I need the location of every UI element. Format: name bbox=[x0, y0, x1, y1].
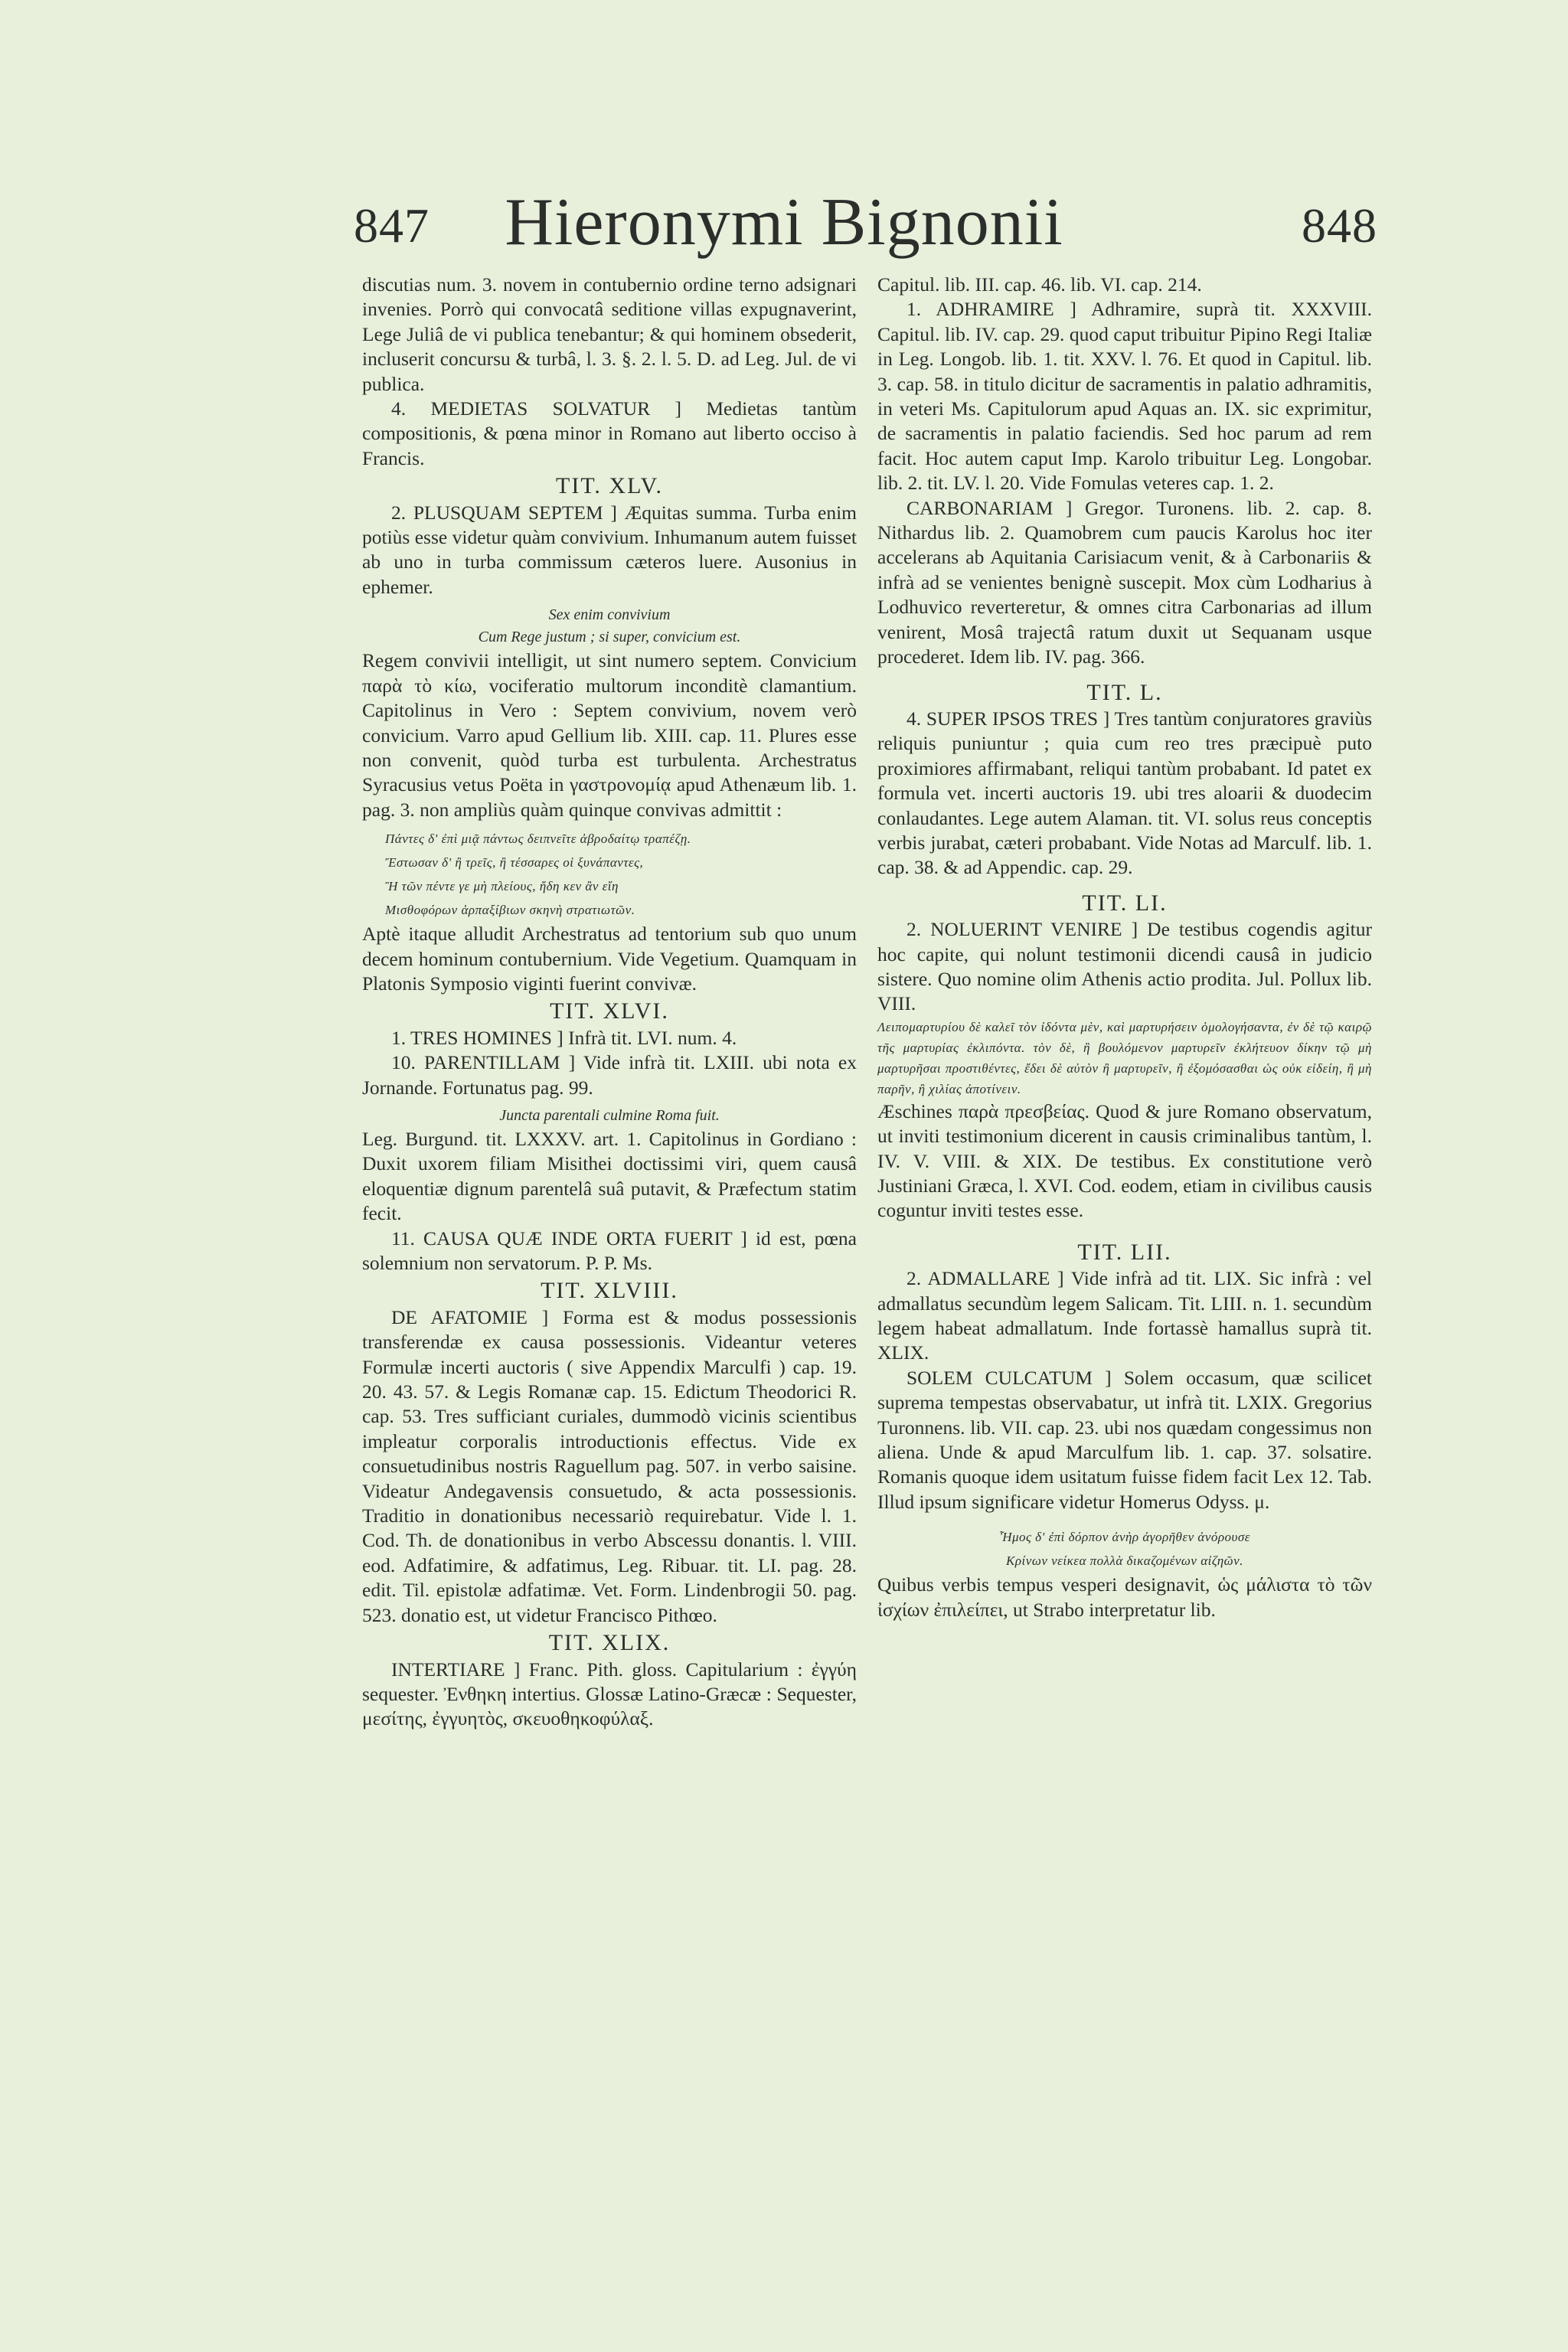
paragraph: 2. ADMALLARE ] Vide infrà ad tit. LIX. Sic infrà : vel admallatus secundùm legem Salicam. Tit. LIII. n. 1. secundùm legem habeat admallatum. Inde fortassè hamallus suprà tit. XLIX. bbox=[877, 1267, 1372, 1364]
paragraph: 4. MEDIETAS SOLVATUR ] Medietas tantùm compositionis, & pœna minor in Romano aut liberto occiso à Francis. bbox=[362, 397, 857, 469]
page-number-right: 848 bbox=[1302, 198, 1377, 253]
paragraph: 4. SUPER IPSOS TRES ] Tres tantùm conjuratores graviùs reliquis puniuntur ; quia cum reo tres præcipuè puto proximiores affirmabant, reliqui tantùm probabant. Id patet ex formula vet. incerti auctoris 19. ubi tres aloarii & duodecim conlaudantes. Lege autem Alaman. tit. VI. solus reus conceptis verbis jurabat, cæteri probabant. Vide Notas ad Marculf. lib. 1. cap. 38. & ad Appendic. cap. 29. bbox=[877, 707, 1372, 879]
paragraph: 2. PLUSQUAM SEPTEM ] Æquitas summa. Turba enim potiùs esse videtur quàm convivium. Inhumanum autem fuisset ab uno in turba commissum cæteros luere. Ausonius in ephemer. bbox=[362, 501, 857, 598]
greek-verse: Ἢ τῶν πέντε γε μὴ πλείους, ἤδη κεν ἂν εἴη bbox=[385, 879, 619, 894]
greek-verse: Μισθοφόρων ἁρπαξίβιων σκηνὴ στρατιωτῶν. bbox=[385, 903, 635, 918]
paragraph: CARBONARIAM ] Gregor. Turonens. lib. 2. cap. 8. Nithardus lib. 2. Quamobrem cum paucis Karolus hoc iter accelerans ab Aquitania Carisiacum venit, & à Carbonariis & infrà ad se venientes benignè suscepit. Mox cùm Lodharius à Lodhuvico reverteretur, & omnes citra Carbonarias ad illum venirent, Mosâ trajectâ ratum duxit ut Sequanam usque procederet. Idem lib. IV. pag. 366. bbox=[877, 496, 1372, 668]
section-heading: TIT. XLIX. bbox=[548, 1630, 671, 1656]
section-heading: TIT. LI. bbox=[1082, 890, 1168, 916]
section-heading: TIT. LII. bbox=[1077, 1239, 1172, 1265]
greek-verse: Ἦμος δ' ἐπὶ δόρπον ἀνὴρ ἀγορῆθεν ἀνόρουσε bbox=[999, 1530, 1250, 1545]
paragraph: DE AFATOMIE ] Forma est & modus possessionis transferendæ ex causa possessionis. Videantur veteres Formulæ incerti auctoris ( sive Appendix Marculfi ) cap. 19. 20. 43. 57. & Legis Romanæ cap. 15. Edictum Theodorici R. cap. 53. Tres sufficiant curiales, dummodò vicinis scientibus impleatur corporalis introductionis effectus. Vide ex consuetudinibus nostris Raguellum pag. 507. in verbo saisine. Videatur Andegavensis consuetudo, & acta possessionis. Traditio in donationibus necessariò requirebatur. Vide l. 1. Cod. Th. de donationibus in verbo Abscessu donantis. l. VIII. eod. Adfatimire, & adfatimus, Leg. Ribuar. tit. LI. pag. 28. edit. Til. epistolæ adfatimæ. Vet. Form. Lindenbrogii 50. pag. 523. donatio est, ut videtur Francisco Pithœo. bbox=[362, 1305, 857, 1626]
verse-line: Cum Rege justum ; si super, convicium est. bbox=[478, 629, 741, 646]
paragraph: SOLEM CULCATUM ] Solem occasum, quæ scilicet suprema tempestas observabatur, ut infrà tit. LXIX. Gregorius Turonnens. lib. VII. cap. 23. ubi nos quædam congessimus non aliena. Unde & apud Marculfum lib. 1. cap. 37. solsatire. Romanis quoque idem usitatum fuisse fidem facit Lex 12. Tab. Illud ipsum significare videtur Homerus Odyss. μ. bbox=[877, 1366, 1372, 1513]
paragraph: 10. PARENTILLAM ] Vide infrà tit. LXIII. ubi nota ex Jornande. Fortunatus pag. 99. bbox=[362, 1051, 857, 1099]
page-header bbox=[0, 184, 1568, 268]
paragraph: 2. NOLUERINT VENIRE ] De testibus cogendis agitur hoc capite, qui nolunt testimonii dicendi causâ in judicio sistere. Quo nomine olim Athenis actio prodita. Jul. Pollux lib. VIII. bbox=[877, 918, 1372, 1015]
right-column bbox=[877, 273, 1372, 1622]
greek-verse: Ἔστωσαν δ' ἢ τρεῖς, ἢ τέσσαρες οἱ ξυνάπαντες, bbox=[385, 855, 644, 871]
paragraph: Æschines παρὰ πρεσβείας. Quod & jure Romano observatum, ut inviti testimonium dicerent in causis criminalibus tantùm, l. IV. V. VIII. & XIX. De testibus. Ex constitutione verò Justiniani Græca, l. XVI. Cod. eodem, etiam in civilibus causis coguntur inviti testes esse. bbox=[877, 1099, 1372, 1222]
paragraph: Capitul. lib. III. cap. 46. lib. VI. cap. 214. bbox=[877, 273, 1202, 296]
paragraph: INTERTIARE ] Franc. Pith. gloss. Capitularium : ἐγγύη sequester. Ἐνθηκη intertius. Glossæ Latino-Græcæ : Sequester, μεσίτης, ἐγγυητὸς, σκευοθηκοφύλαξ. bbox=[362, 1658, 857, 1730]
paragraph: 1. ADHRAMIRE ] Adhramire, suprà tit. XXXVIII. Capitul. lib. IV. cap. 29. quod caput tribuitur Pipino Regi Italiæ in Leg. Longob. lib. 1. tit. XXV. l. 76. Et quod in Capitul. lib. 3. cap. 58. in titulo dicitur de sacramentis in palatio adhramitis, in veteri Ms. Capitulorum apud Aquas an. IX. sic exprimitur, de sacramentis in palatio faciendis. Sed hoc parum ad rem facit. Hoc autem caput Imp. Karolo tribuitur Leg. Longobar. lib. 2. tit. LV. l. 20. Vide Fomulas veteres cap. 1. 2. bbox=[877, 298, 1372, 495]
left-column bbox=[362, 273, 857, 1732]
paragraph: 1. TRES HOMINES ] Infrà tit. LVI. num. 4. bbox=[391, 1026, 737, 1049]
paragraph: 11. CAUSA QUÆ INDE ORTA FUERIT ] id est, pœna solemnium non servatorum. P. P. Ms. bbox=[362, 1227, 857, 1274]
greek-verse: Πάντες δ' ἐπὶ μιᾷ πάντως δειπνεῖτε ἀβροδαίτῳ τραπέζῃ. bbox=[385, 831, 691, 847]
paragraph: discutias num. 3. novem in contubernio ordine terno adsignari invenies. Porrò qui convocatâ seditione villas expugnaverint, Lege Juliâ de vi publica tenebantur; & qui hominem obsederit, incluserit concursu & turbâ, l. 3. §. 2. l. 5. D. ad Leg. Jul. de vi publica. bbox=[362, 273, 857, 395]
paragraph: Leg. Burgund. tit. LXXXV. art. 1. Capitolinus in Gordiano : Duxit uxorem filiam Misithei doctissimi viri, quem causâ eloquentiæ dignum parentelâ suâ putavit, & Præfectum statim fecit. bbox=[362, 1127, 857, 1225]
section-heading: TIT. XLVIII. bbox=[541, 1278, 678, 1304]
verse-line: Juncta parentali culmine Roma fuit. bbox=[499, 1106, 720, 1124]
verse-line: Sex enim convivium bbox=[548, 606, 671, 624]
paragraph: Quibus verbis tempus vesperi designavit, ὡς μάλιστα τὸ τῶν ἰσχίων ἐπιλείπει, ut Strabo interpretatur lib. bbox=[877, 1573, 1372, 1621]
section-heading: TIT. XLVI. bbox=[550, 998, 669, 1024]
page-number-left: 847 bbox=[354, 198, 430, 253]
paragraph: Regem convivii intelligit, ut sint numero septem. Convicium παρὰ τὸ κίω, vociferatio multorum inconditè clamantium. Capitolinus in Vero : Septem convivium, novem verò convicium. Varro apud Gellium lib. XIII. cap. 11. Plures esse non convenit, quòd turba est turbulenta. Archestratus Syracusius vetus Poëta in γαστρονομίᾳ apud Athenæum lib. 1. pag. 3. non ampliùs quàm quinque convivas admittit : bbox=[362, 649, 857, 821]
section-heading: TIT. L. bbox=[1086, 679, 1163, 705]
greek-quotation: Λειπομαρτυρίου δὲ καλεῖ τὸν ἰδόντα μὲν, καὶ μαρτυρήσειν ὁμολογήσαντα, ἐν δὲ τῷ καιρῷ τῆς μαρτυρίας ἐκλιπόντα. τὸν δὲ, ἢ βουλόμενον μαρτυρεῖν ἐκλήτευον δίκην τῷ μὴ μαρτυρῆσαι προστιθέντες, ἔδει δὲ αὐτὸν ἢ μαρτυρεῖν, ἢ ἐξομόσασθαι ὡς οὐκ εἰδείη, ἢ μὴ παρῆν, ἢ χιλίας ἀποτίνειν. bbox=[877, 1019, 1372, 1096]
section-heading: TIT. XLV. bbox=[556, 473, 663, 499]
running-title: Hieronymi Bignonii bbox=[505, 185, 1063, 260]
paragraph: Aptè itaque alludit Archestratus ad tentorium sub quo unum decem hominum contubernium. Vide Vegetium. Quamquam in Platonis Symposio viginti fuerint convivæ. bbox=[362, 923, 857, 995]
greek-verse: Κρίνων νείκεα πολλὰ δικαζομένων αἰζηῶν. bbox=[1006, 1553, 1243, 1569]
